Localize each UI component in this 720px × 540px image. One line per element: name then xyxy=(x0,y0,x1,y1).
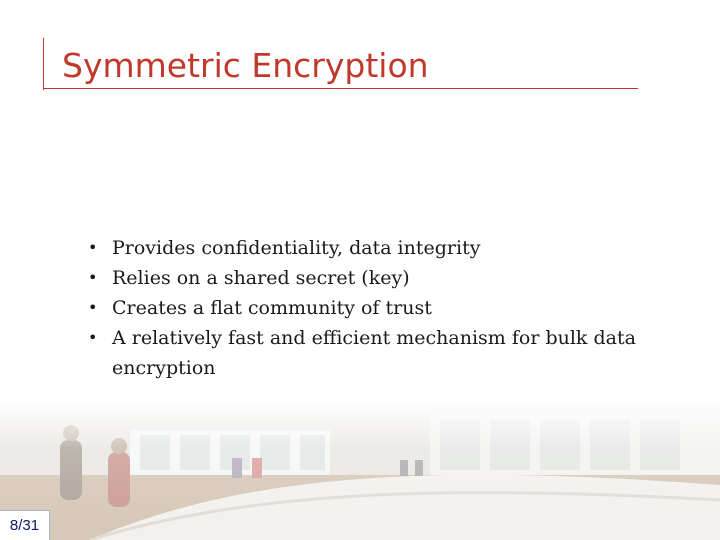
bullet-item xyxy=(84,323,644,383)
bullet-dot: • xyxy=(88,298,98,317)
slide-title: Symmetric Encryption xyxy=(62,46,429,85)
bullet-text: Provides confidentiality, data integrity xyxy=(112,237,481,259)
bullet-text: Relies on a shared secret (key) xyxy=(112,267,410,289)
bullet-dot: • xyxy=(88,268,98,287)
bullet-dot: • xyxy=(88,238,98,257)
bullet-dot: • xyxy=(88,328,98,347)
slide-number: 8/31 xyxy=(0,510,50,540)
bullet-list xyxy=(84,233,644,383)
bullet-text: A relatively fast and efficient mechanism for bulk data encryption xyxy=(112,327,636,379)
title-underline xyxy=(43,88,638,89)
title-vertical-rule xyxy=(43,38,44,90)
bullet-item xyxy=(84,233,644,263)
bullet-item xyxy=(84,263,644,293)
bullet-text: Creates a flat community of trust xyxy=(112,297,432,319)
bullet-item xyxy=(84,293,644,323)
background-photo xyxy=(0,400,720,540)
